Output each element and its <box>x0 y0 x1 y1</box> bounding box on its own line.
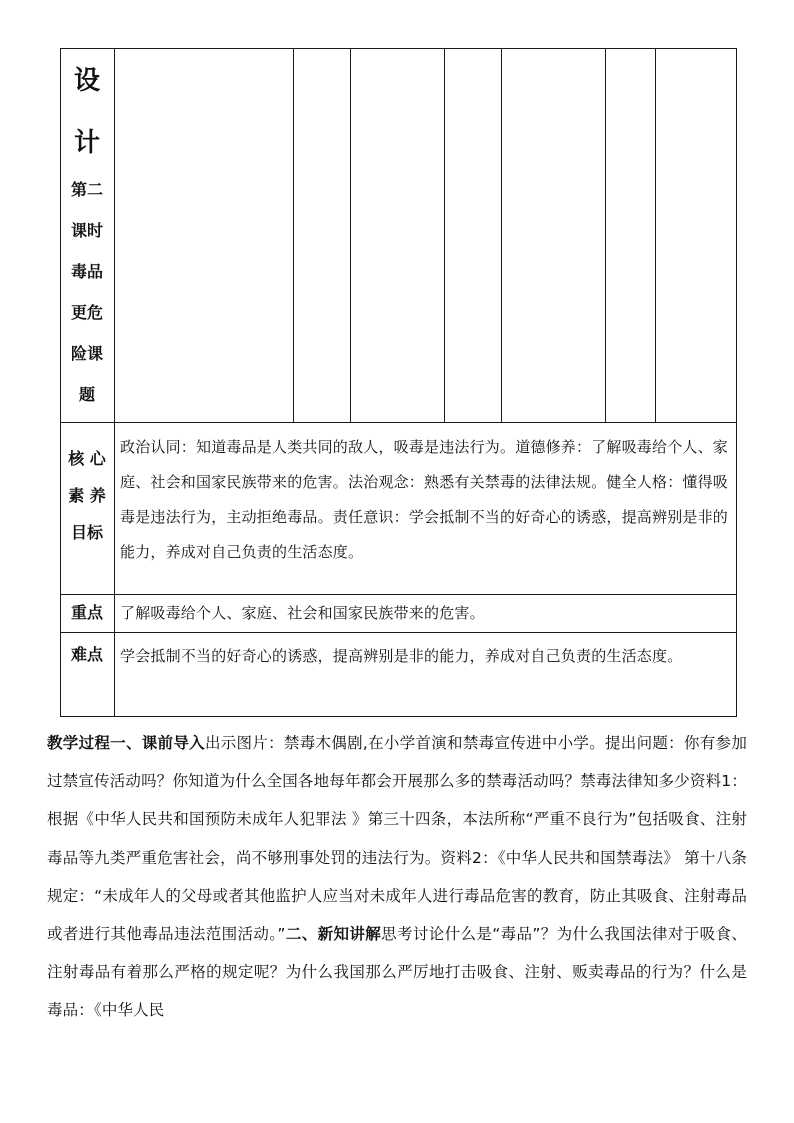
process-heading: 教学过程一、课前导入 <box>47 734 205 752</box>
key-point-text: 了解吸毒给个人、家庭、社会和国家民族带来的危害。 <box>120 604 485 622</box>
core-label-line: 目标 <box>70 523 103 542</box>
table-divider <box>60 422 737 423</box>
difficult-point-label: 难点 <box>70 645 103 664</box>
title-line: 险课 <box>70 344 103 363</box>
teaching-process-paragraph <box>47 724 747 1030</box>
title-line: 题 <box>78 385 95 404</box>
title-line: 课时 <box>70 221 103 240</box>
table-column-divider <box>655 48 656 422</box>
table-border-top <box>60 48 737 49</box>
design-title-column <box>60 48 114 422</box>
core-label-line: 核 心 <box>68 449 106 468</box>
core-label-line: 素 养 <box>68 486 106 505</box>
process-text: 思考讨论什么是“毒品”？为什么我国法律对于吸食、注射毒品有着那么严格的规定呢？为什么我国那么严厉地打击吸食、注射、贩卖毒品的行为？什么是毒品：《中华人民 <box>47 925 747 1020</box>
table-column-divider <box>293 48 294 422</box>
table-label-divider <box>114 48 115 717</box>
title-char: 设 <box>73 66 100 96</box>
title-line: 毒品 <box>70 262 103 281</box>
key-point-label: 重点 <box>70 603 103 622</box>
difficult-point-text: 学会抵制不当的好奇心的诱惑，提高辨别是非的能力，养成对自己负责的生活态度。 <box>120 647 683 665</box>
table-column-divider <box>350 48 351 422</box>
core-goals-text: 政治认同：知道毒品是人类共同的敌人，吸毒是违法行为。道德修养：了解吸毒给个人、家庭、社会和国家民族带来的危害。法治观念：熟悉有关禁毒的法律法规。健全人格：懂得吸毒是违法行为，主动拒绝毒品。责任意识：学会抵制不当的好奇心的诱惑，提高辨别是非的能力，养成对自己负责的生活态度。 <box>120 438 729 561</box>
table-border-right <box>736 48 737 717</box>
process-text: 出示图片：禁毒木偶剧,在小学首演和禁毒宣传进中小学。提出问题：你有参加过禁宣传活动吗？你知道为什么全国各地每年都会开展那么多的禁毒活动吗？禁毒法律知多少资料1：根据《中华人民共和国预防未成年人犯罪法 》第三十四条，本法所称“严重不良行为”包括吸食、注射毒品等九类严重危害社会，尚不够刑事处罚的违法行为。资料2：《中华人民共和国禁毒法》 第十八条规定：“未成年人的父母或者其他监护人应当对未成年人进行毒品危害的教育，防止其吸食、注射毒品或者进行其他毒品违法范围活动。” <box>47 734 747 944</box>
table-divider <box>60 632 737 633</box>
table-border-bottom <box>60 716 737 717</box>
table-column-divider <box>605 48 606 422</box>
title-line: 更危 <box>70 303 103 322</box>
table-column-divider <box>444 48 445 422</box>
title-char: 计 <box>73 128 100 158</box>
table-divider <box>60 594 737 595</box>
core-goals-label <box>60 428 114 551</box>
title-line: 第二 <box>70 180 103 199</box>
process-heading: 二、新知讲解 <box>285 925 382 944</box>
table-column-divider <box>501 48 502 422</box>
